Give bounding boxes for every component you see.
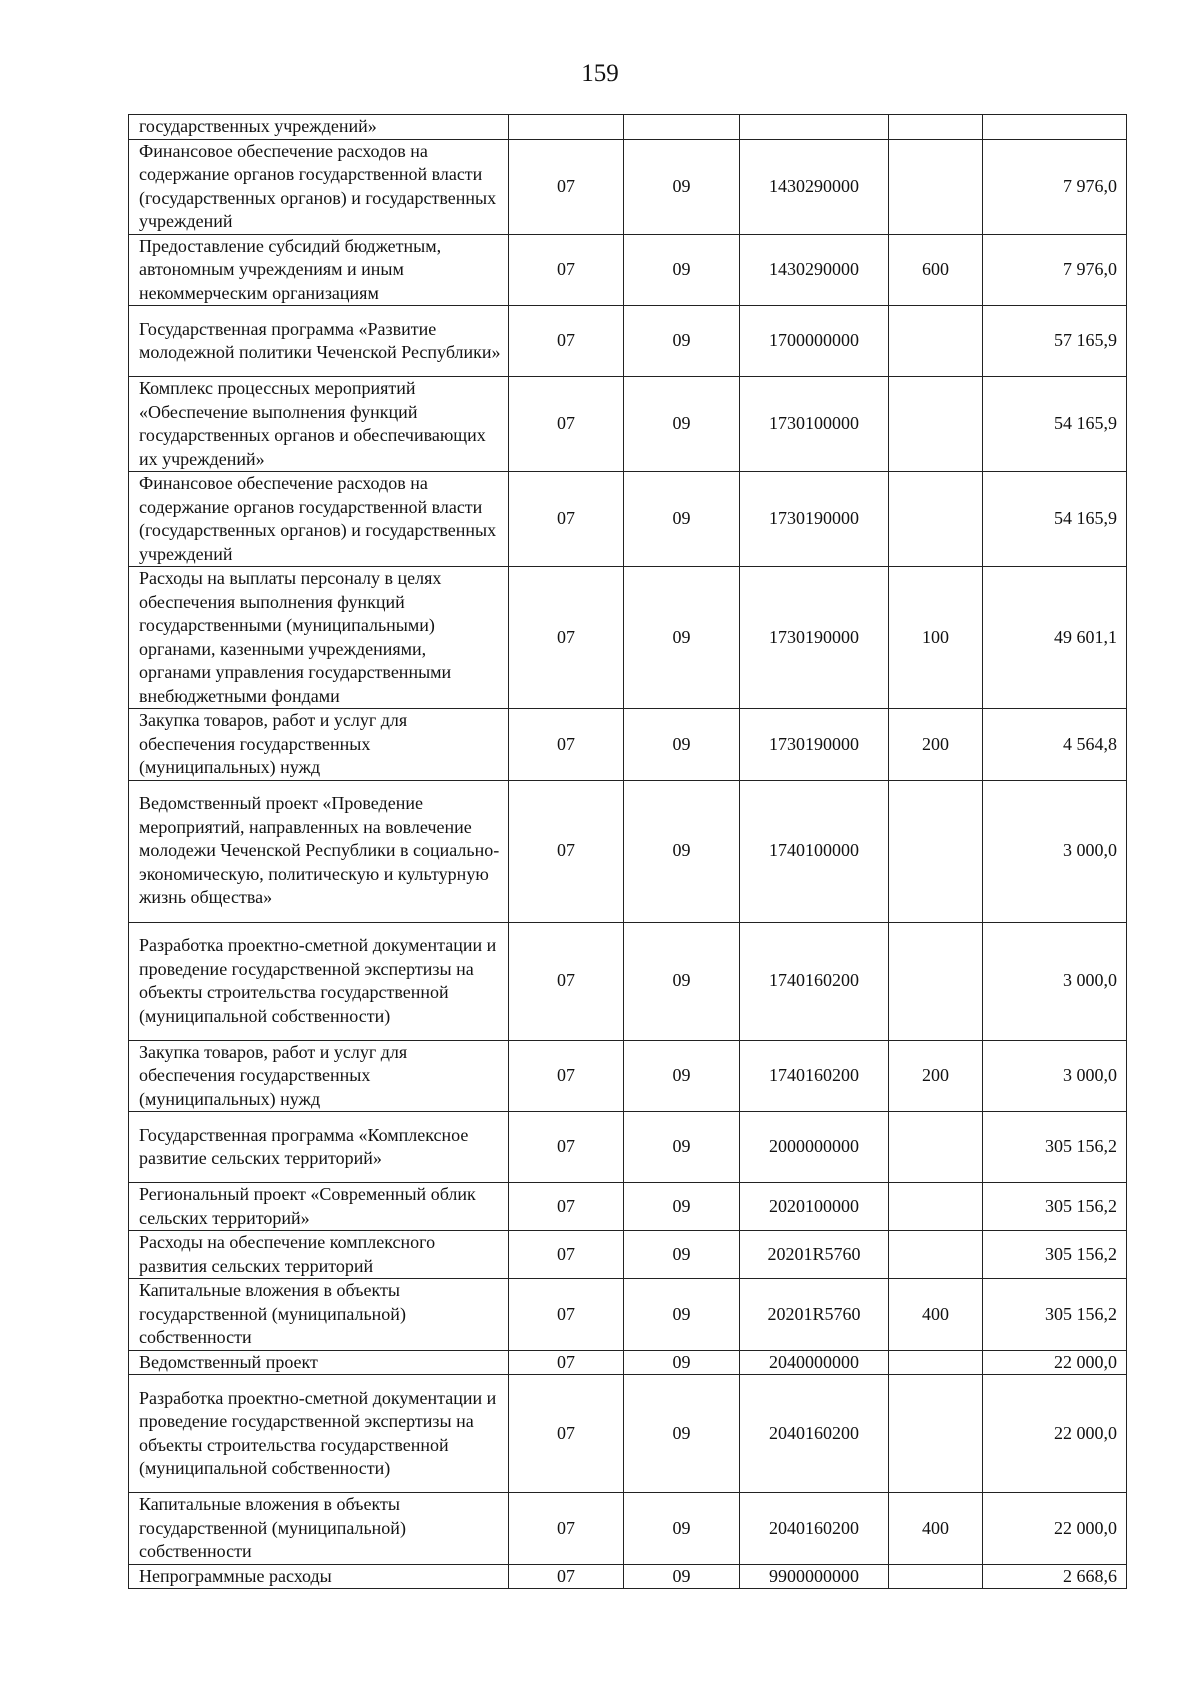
row-name-cell: Капитальные вложения в объекты государственной (муниципальной) собственности: [129, 1493, 509, 1565]
row-expense-type-cell: [889, 115, 983, 140]
row-target-article-cell: 1740100000: [740, 780, 889, 922]
row-name-cell: Закупка товаров, работ и услуг для обеспечения государственных (муниципальных) нужд: [129, 709, 509, 781]
row-subsection-cell: 09: [624, 377, 740, 472]
table-row: [129, 1112, 1127, 1183]
row-section-cell: 07: [509, 1493, 624, 1565]
row-target-article-cell: 1730100000: [740, 377, 889, 472]
row-expense-type-cell: 400: [889, 1279, 983, 1351]
row-expense-type-cell: [889, 306, 983, 377]
row-subsection-cell: 09: [624, 922, 740, 1040]
row-subsection-cell: 09: [624, 780, 740, 922]
table-row: [129, 1493, 1127, 1565]
row-section-cell: 07: [509, 1279, 624, 1351]
row-subsection-cell: 09: [624, 1279, 740, 1351]
row-name-cell: Расходы на обеспечение комплексного развития сельских территорий: [129, 1231, 509, 1279]
row-expense-type-cell: [889, 139, 983, 234]
page-number: 159: [581, 60, 619, 87]
row-subsection-cell: 09: [624, 1564, 740, 1589]
row-target-article-cell: 1730190000: [740, 709, 889, 781]
row-section-cell: 07: [509, 922, 624, 1040]
row-name-cell: Разработка проектно-сметной документации и проведение государственной экспертизы на объекты строительства государственной (муниципальной собственности): [129, 922, 509, 1040]
row-target-article-cell: 1730190000: [740, 567, 889, 709]
row-target-article-cell: 2040160200: [740, 1493, 889, 1565]
row-name-cell: Разработка проектно-сметной документации и проведение государственной экспертизы на объекты строительства государственной (муниципальной собственности): [129, 1375, 509, 1493]
row-name-cell: Непрограммные расходы: [129, 1564, 509, 1589]
row-expense-type-cell: [889, 1350, 983, 1375]
table-row: [129, 1564, 1127, 1589]
row-target-article-cell: 1730190000: [740, 472, 889, 567]
row-section-cell: 07: [509, 472, 624, 567]
row-target-article-cell: 1430290000: [740, 139, 889, 234]
table-row: [129, 306, 1127, 377]
table-row: [129, 1183, 1127, 1231]
row-expense-type-cell: [889, 1564, 983, 1589]
row-expense-type-cell: [889, 472, 983, 567]
row-section-cell: 07: [509, 780, 624, 922]
row-amount-cell: 54 165,9: [983, 472, 1127, 567]
row-amount-cell: [983, 115, 1127, 140]
row-section-cell: 07: [509, 377, 624, 472]
row-name-cell: Государственная программа «Комплексное развитие сельских территорий»: [129, 1112, 509, 1183]
row-expense-type-cell: [889, 1375, 983, 1493]
row-name-cell: Расходы на выплаты персоналу в целях обеспечения выполнения функций государственными (муниципальными) органами, казенными учреждениями, органами управления государственными внебюджетными фондами: [129, 567, 509, 709]
row-expense-type-cell: [889, 1183, 983, 1231]
row-amount-cell: 7 976,0: [983, 234, 1127, 306]
row-subsection-cell: 09: [624, 306, 740, 377]
row-expense-type-cell: [889, 780, 983, 922]
row-section-cell: 07: [509, 1375, 624, 1493]
row-name-cell: Капитальные вложения в объекты государственной (муниципальной) собственности: [129, 1279, 509, 1351]
row-section-cell: 07: [509, 1350, 624, 1375]
row-name-cell: Ведомственный проект «Проведение мероприятий, направленных на вовлечение молодежи Чеченской Республики в социально-экономическую, политическую и культурную жизнь общества»: [129, 780, 509, 922]
row-subsection-cell: 09: [624, 1231, 740, 1279]
row-name-cell: Финансовое обеспечение расходов на содержание органов государственной власти (государственных органов) и государственных учреждений: [129, 139, 509, 234]
row-name-cell: Финансовое обеспечение расходов на содержание органов государственной власти (государственных органов) и государственных учреждений: [129, 472, 509, 567]
row-amount-cell: 22 000,0: [983, 1493, 1127, 1565]
row-name-cell: Комплекс процессных мероприятий «Обеспечение выполнения функций государственных органов и обеспечивающих их учреждений»: [129, 377, 509, 472]
table-row: [129, 1375, 1127, 1493]
row-amount-cell: 7 976,0: [983, 139, 1127, 234]
table-row: [129, 234, 1127, 306]
row-section-cell: 07: [509, 1183, 624, 1231]
row-subsection-cell: 09: [624, 1112, 740, 1183]
budget-table-body: [129, 115, 1127, 1589]
row-subsection-cell: 09: [624, 472, 740, 567]
table-row: [129, 1350, 1127, 1375]
row-expense-type-cell: 200: [889, 1040, 983, 1112]
row-subsection-cell: 09: [624, 1183, 740, 1231]
row-section-cell: 07: [509, 1231, 624, 1279]
table-row: [129, 472, 1127, 567]
row-amount-cell: 3 000,0: [983, 1040, 1127, 1112]
row-subsection-cell: 09: [624, 567, 740, 709]
row-amount-cell: 305 156,2: [983, 1279, 1127, 1351]
row-target-article-cell: 2040160200: [740, 1375, 889, 1493]
row-target-article-cell: 1430290000: [740, 234, 889, 306]
table-row: [129, 115, 1127, 140]
row-amount-cell: 22 000,0: [983, 1350, 1127, 1375]
row-target-article-cell: 2000000000: [740, 1112, 889, 1183]
row-name-cell: Закупка товаров, работ и услуг для обеспечения государственных (муниципальных) нужд: [129, 1040, 509, 1112]
row-expense-type-cell: [889, 1112, 983, 1183]
table-row: [129, 1231, 1127, 1279]
row-target-article-cell: 20201R5760: [740, 1279, 889, 1351]
row-expense-type-cell: [889, 377, 983, 472]
row-amount-cell: 22 000,0: [983, 1375, 1127, 1493]
row-subsection-cell: 09: [624, 1375, 740, 1493]
table-row: [129, 1040, 1127, 1112]
row-name-cell: Государственная программа «Развитие молодежной политики Чеченской Республики»: [129, 306, 509, 377]
row-target-article-cell: 20201R5760: [740, 1231, 889, 1279]
row-section-cell: 07: [509, 1040, 624, 1112]
row-subsection-cell: 09: [624, 709, 740, 781]
row-name-cell: Предоставление субсидий бюджетным, автономным учреждениям и иным некоммерческим организациям: [129, 234, 509, 306]
row-expense-type-cell: [889, 1231, 983, 1279]
row-target-article-cell: 1740160200: [740, 1040, 889, 1112]
row-subsection-cell: 09: [624, 1493, 740, 1565]
table-row: [129, 377, 1127, 472]
row-expense-type-cell: 100: [889, 567, 983, 709]
row-subsection-cell: [624, 115, 740, 140]
row-target-article-cell: 1700000000: [740, 306, 889, 377]
table-row: [129, 1279, 1127, 1351]
row-target-article-cell: [740, 115, 889, 140]
row-amount-cell: 305 156,2: [983, 1231, 1127, 1279]
table-row: [129, 922, 1127, 1040]
row-subsection-cell: 09: [624, 1350, 740, 1375]
row-name-cell: Региональный проект «Современный облик сельских территорий»: [129, 1183, 509, 1231]
row-amount-cell: 4 564,8: [983, 709, 1127, 781]
row-target-article-cell: 1740160200: [740, 922, 889, 1040]
row-section-cell: 07: [509, 567, 624, 709]
row-target-article-cell: 2040000000: [740, 1350, 889, 1375]
table-row: [129, 567, 1127, 709]
table-row: [129, 709, 1127, 781]
row-amount-cell: 3 000,0: [983, 780, 1127, 922]
row-name-cell: Ведомственный проект: [129, 1350, 509, 1375]
row-section-cell: 07: [509, 709, 624, 781]
row-section-cell: 07: [509, 1112, 624, 1183]
table-row: [129, 139, 1127, 234]
row-expense-type-cell: 400: [889, 1493, 983, 1565]
row-amount-cell: 2 668,6: [983, 1564, 1127, 1589]
row-amount-cell: 57 165,9: [983, 306, 1127, 377]
row-amount-cell: 54 165,9: [983, 377, 1127, 472]
row-section-cell: 07: [509, 306, 624, 377]
row-subsection-cell: 09: [624, 139, 740, 234]
row-amount-cell: 49 601,1: [983, 567, 1127, 709]
row-amount-cell: 3 000,0: [983, 922, 1127, 1040]
row-expense-type-cell: 600: [889, 234, 983, 306]
row-target-article-cell: 9900000000: [740, 1564, 889, 1589]
row-section-cell: 07: [509, 234, 624, 306]
row-subsection-cell: 09: [624, 234, 740, 306]
row-section-cell: [509, 115, 624, 140]
row-section-cell: 07: [509, 139, 624, 234]
row-expense-type-cell: 200: [889, 709, 983, 781]
row-target-article-cell: 2020100000: [740, 1183, 889, 1231]
row-amount-cell: 305 156,2: [983, 1112, 1127, 1183]
table-row: [129, 780, 1127, 922]
row-subsection-cell: 09: [624, 1040, 740, 1112]
row-name-cell: государственных учреждений»: [129, 115, 509, 140]
row-expense-type-cell: [889, 922, 983, 1040]
row-section-cell: 07: [509, 1564, 624, 1589]
budget-table: [128, 114, 1127, 1589]
row-amount-cell: 305 156,2: [983, 1183, 1127, 1231]
